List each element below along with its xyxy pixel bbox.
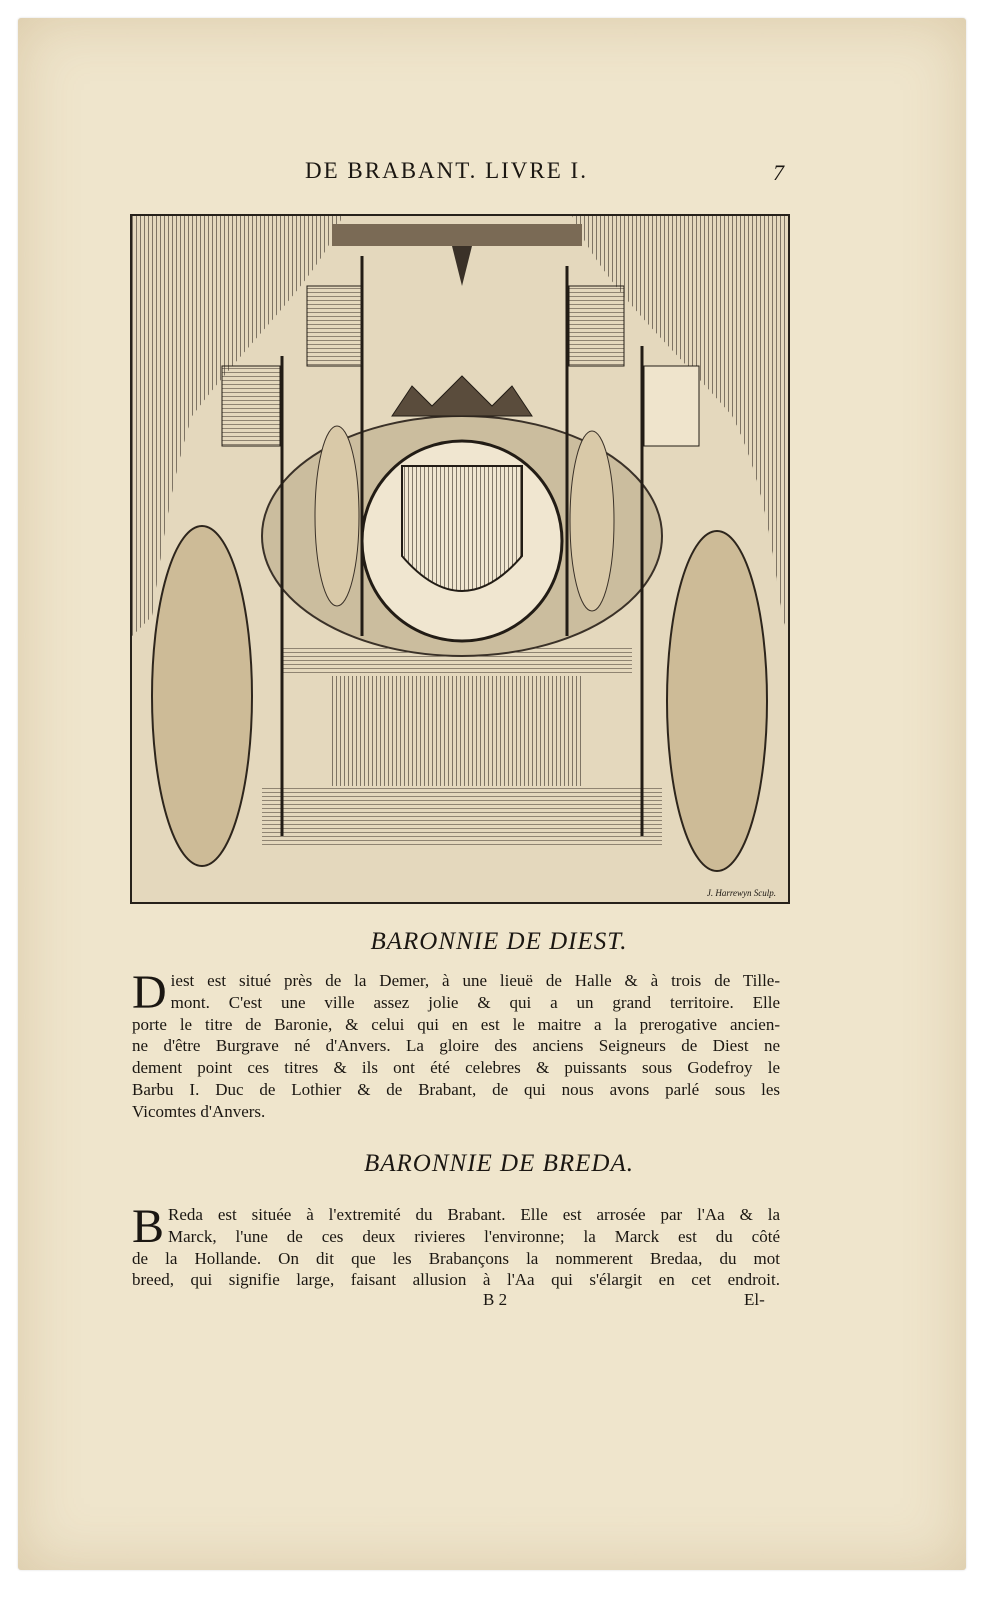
text-line: Marck, l'une de ces deux rivieres l'environne; la Marck est du côté — [168, 1226, 780, 1246]
text-line: mont. C'est une ville assez jolie & qui a un grand territoire. Elle — [170, 992, 780, 1012]
page-header — [0, 158, 998, 188]
paragraph-breda — [132, 1200, 780, 1291]
text-line: porte le titre de Baronie, & celui qui en est le maitre a la prerogative ancien- — [132, 1014, 780, 1034]
engraved-plate — [130, 214, 790, 904]
left-maiden — [315, 426, 359, 606]
coat-of-arms-illustration — [132, 216, 788, 902]
running-title: DE BRABANT. LIVRE I. — [305, 158, 588, 183]
valance — [332, 224, 582, 246]
plinth — [262, 786, 662, 846]
left-wild-man — [152, 526, 252, 866]
paragraph-diest — [132, 966, 780, 1123]
drop-cap: D — [132, 966, 167, 1019]
right-banner — [644, 366, 699, 446]
drop-cap: B — [132, 1200, 165, 1253]
catchword: El- — [744, 1290, 765, 1309]
text-line: breed, qui signifie large, faisant allusion à l'Aa qui s'élargit en cet endroit. — [132, 1270, 780, 1290]
right-wild-man — [667, 531, 767, 871]
engraver-signature: J. Harrewyn Sculp. — [706, 888, 776, 898]
right-maiden — [570, 431, 614, 611]
text-line: iest est situé près de la Demer, à une lieuë de Halle & à trois de Tille- — [170, 971, 780, 990]
page-number: 7 — [773, 160, 784, 185]
section-heading-breda: BARONNIE DE BREDA. — [363, 1150, 635, 1177]
left-banner — [222, 366, 280, 446]
left-inner-banner — [307, 286, 362, 366]
text-line: Vicomtes d'Anvers. — [132, 1101, 266, 1121]
text-line: Reda est située à l'extremité du Brabant. Elle est arrosée par l'Aa & la — [168, 1205, 780, 1224]
right-inner-banner — [569, 286, 624, 366]
pedestal-base — [332, 676, 582, 786]
shield — [402, 466, 522, 591]
text-line: Barbu I. Duc de Lothier & de Brabant, de qui nous avons parlé sous les — [132, 1079, 780, 1099]
text-line: de la Hollande. On dit que les Brabançons la nommerent Bredaa, du mot — [132, 1248, 780, 1268]
page-footer — [0, 1290, 998, 1314]
signature-mark: B 2 — [483, 1290, 508, 1309]
section-heading-diest: BARONNIE DE DIEST. — [370, 928, 628, 955]
text-line: ne d'être Burgrave né d'Anvers. La gloire des anciens Seigneurs de Diest ne — [132, 1036, 780, 1056]
text-line: dement point ces titres & ils ont été celebres & puissants sous Godefroy le — [132, 1058, 780, 1078]
